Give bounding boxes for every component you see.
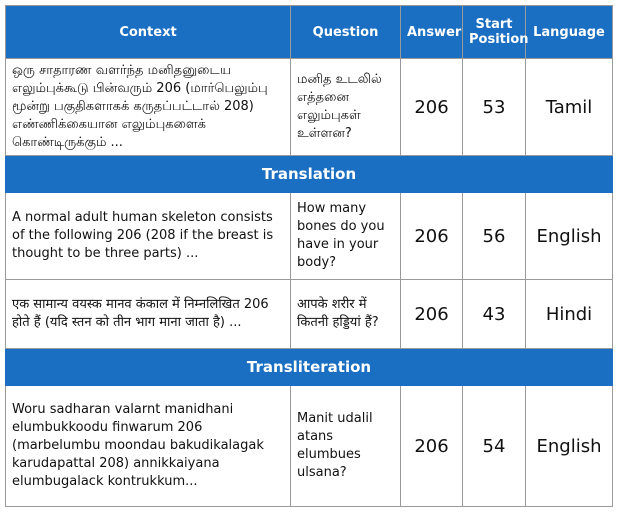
question-cell: Manit udalil atans elumbues ulsana? [291, 386, 401, 507]
table-row [6, 59, 613, 156]
header-question: Question [291, 6, 401, 59]
language-cell: Tamil [526, 59, 613, 156]
header-language: Language [526, 6, 613, 59]
qa-dataset-table [5, 5, 613, 507]
table-row [6, 193, 613, 280]
answer-cell: 206 [401, 59, 463, 156]
question-cell: How many bones do you have in your body? [291, 193, 401, 280]
question-cell: आपके शरीर में कितनी हड्डियां हैं? [291, 280, 401, 349]
answer-cell: 206 [401, 193, 463, 280]
context-cell: एक सामान्य वयस्क मानव कंकाल में निम्नलिखित 206 होते हैं (यदि स्तन को तीन भाग माना जाता है) ... [6, 280, 291, 349]
table-row [6, 386, 613, 507]
question-cell: மனித உடலில் எத்தனை எலும்புகள் உள்ளன? [291, 59, 401, 156]
section-transliteration [6, 349, 613, 386]
start-cell: 56 [463, 193, 526, 280]
context-cell: ஒரு சாதாரண வளர்ந்த மனிதனுடைய எலும்புக்கூடு பின்வரும் 206 (மார்பெலும்பு மூன்று பகுதிகளாகக் கருதப்பட்டால் 208) எண்ணிக்கையான எலும்புகளைக் கொண்டிருக்கும் ... [6, 59, 291, 156]
start-cell: 54 [463, 386, 526, 507]
section-label: Translation [6, 156, 613, 193]
section-translation [6, 156, 613, 193]
language-cell: English [526, 193, 613, 280]
language-cell: Hindi [526, 280, 613, 349]
header-answer: Answer [401, 6, 463, 59]
start-cell: 43 [463, 280, 526, 349]
header-start-position: Start Position [463, 6, 526, 59]
start-cell: 53 [463, 59, 526, 156]
answer-cell: 206 [401, 280, 463, 349]
context-cell: Woru sadharan valarnt manidhani elumbukkoodu finwarum 206 (marbelumbu moondau bakudikalagak karudapattal 208) annikkaiyana elumbugalack kontrukkum... [6, 386, 291, 507]
context-cell: A normal adult human skeleton consists of the following 206 (208 if the breast is thought to be three parts) ... [6, 193, 291, 280]
table-row [6, 280, 613, 349]
header-context: Context [6, 6, 291, 59]
header-row [6, 6, 613, 59]
answer-cell: 206 [401, 386, 463, 507]
section-label: Transliteration [6, 349, 613, 386]
language-cell: English [526, 386, 613, 507]
